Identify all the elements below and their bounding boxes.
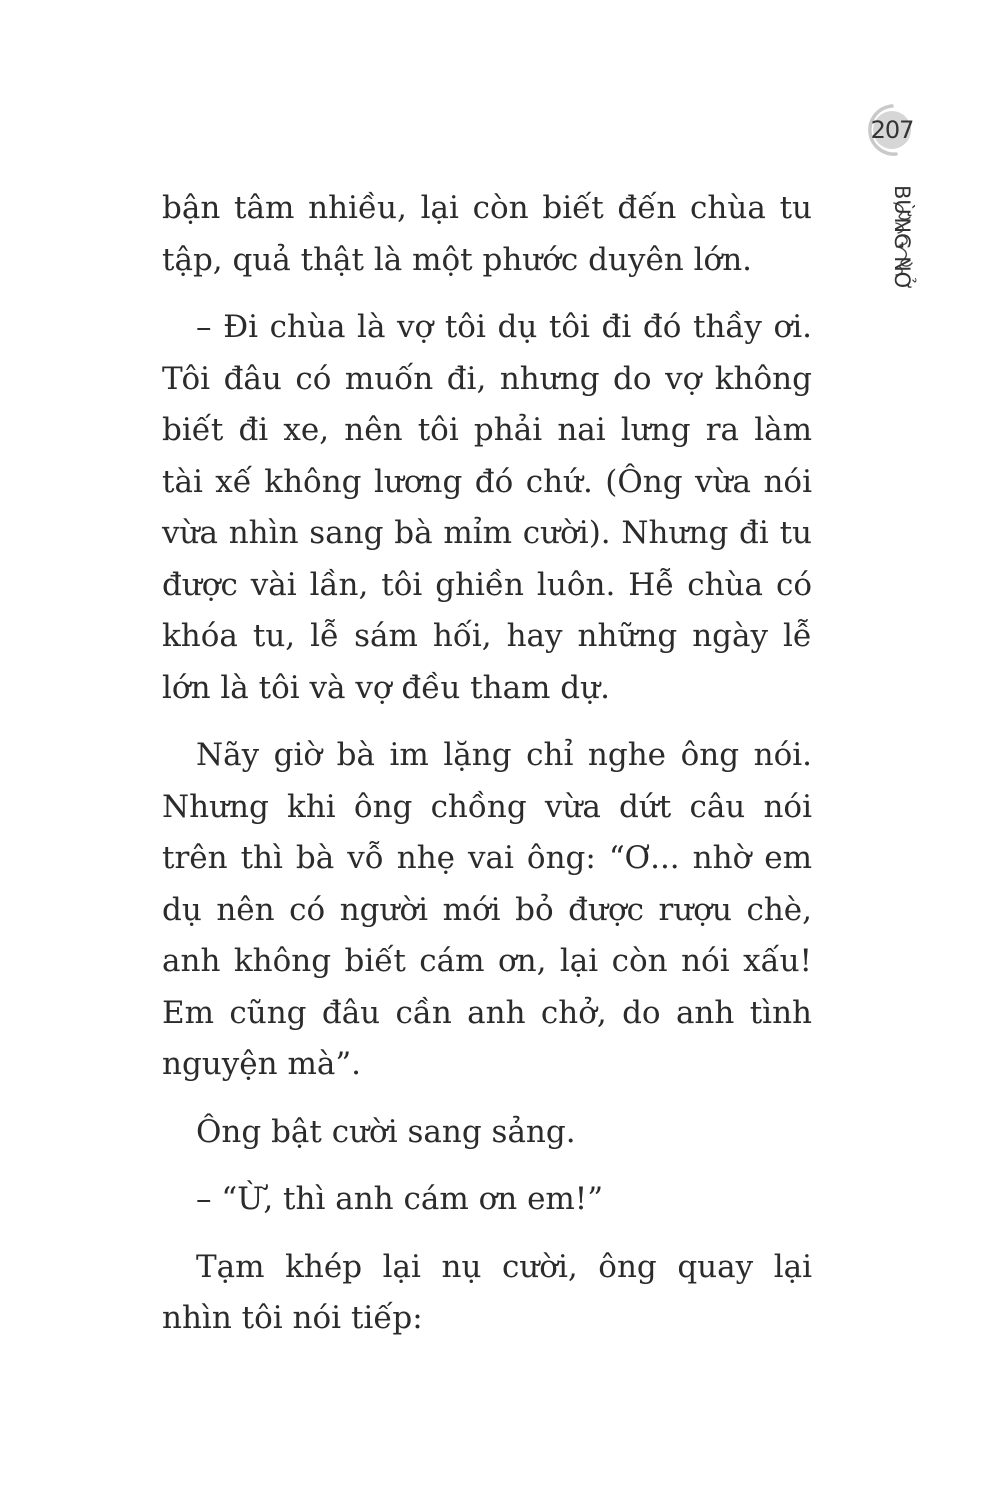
paragraph: Nãy giờ bà im lặng chỉ nghe ông nói. Nhưng khi ông chồng vừa dứt câu nói trên thì bà vỗ nhẹ vai ông: “Ơ... nhờ em dụ nên có người mới bỏ được rượu chè, anh không biết cám ơn, lại còn nói xấu! Em cũng đâu cần anh chở, do anh tình nguyện mà”. <box>162 737 812 1082</box>
paragraph: – “Ừ, thì anh cám ơn em!” <box>196 1181 604 1217</box>
paragraph: Ông bật cười sang sảng. <box>196 1113 576 1150</box>
running-title-text: BỪNG NỞ <box>890 185 914 291</box>
paragraph: – Đi chùa là vợ tôi dụ tôi đi đó thầy ơi. Tôi đâu có muốn đi, nhưng do vợ không biết đi xe, nên tôi phải nai lưng ra làm tài xế không lương đó chứ. (Ông vừa nói vừa nhìn sang bà mỉm cười). Nhưng đi tu được vài lần, tôi ghiền luôn. Hễ chùa có khóa tu, lễ sám hối, hay những ngày lễ lớn là tôi và vợ đều tham dự. <box>162 309 812 706</box>
page-number-badge <box>862 102 914 158</box>
paragraph: bận tâm nhiều, lại còn biết đến chùa tu tập, quả thật là một phước duyên lớn. <box>162 190 812 278</box>
running-title <box>868 185 928 295</box>
page-number: 207 <box>870 116 914 144</box>
body-text <box>162 183 812 1361</box>
paragraph: Tạm khép lại nụ cười, ông quay lại nhìn tôi nói tiếp: <box>162 1248 812 1336</box>
